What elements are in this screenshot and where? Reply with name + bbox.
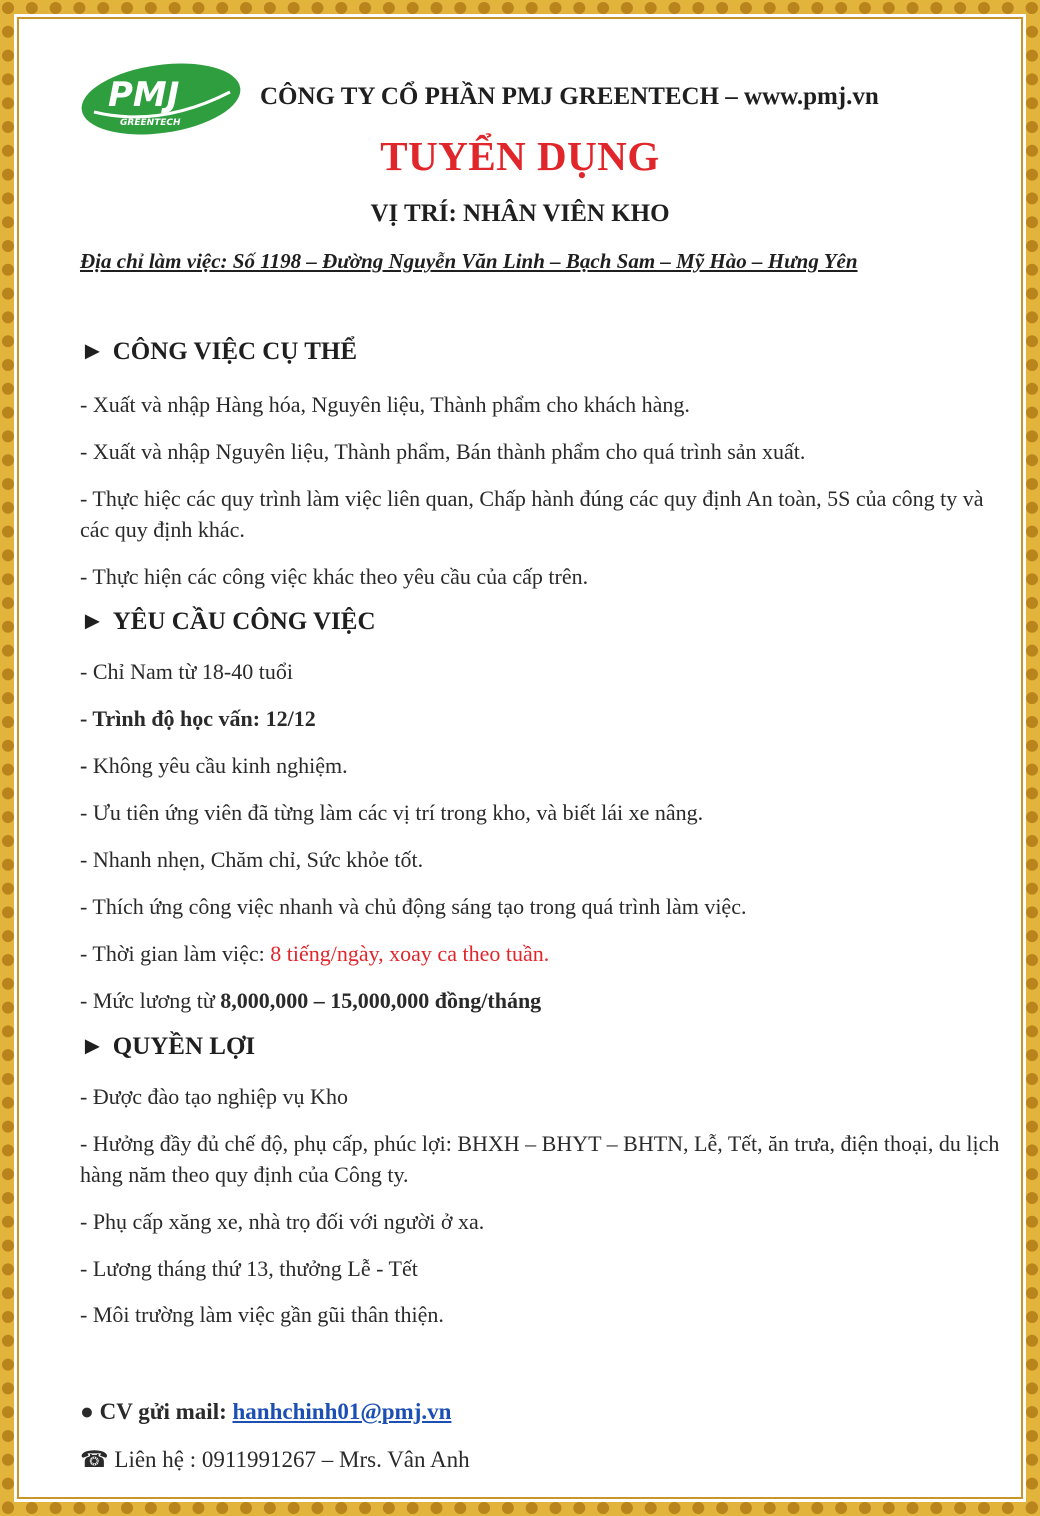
section-heading-duties — [80, 338, 357, 366]
dash: - — [80, 753, 93, 778]
cv-label: CV gửi mail: — [99, 1399, 227, 1424]
worktime-label: - Thời gian làm việc: — [80, 941, 271, 966]
list-item: - Hưởng đầy đủ chế độ, phụ cấp, phúc lợi: BHXH – BHYT – BHTN, Lễ, Tết, ăn trưa, điện thoại, du lịch hàng năm theo quy định của Công ty. — [80, 1131, 1000, 1187]
section-heading-label: YÊU CẦU CÔNG VIỆC — [112, 608, 376, 635]
list-item: - Xuất và nhập Nguyên liệu, Thành phẩm, Bán thành phẩm cho quá trình sản xuất. — [80, 439, 806, 464]
bullet-icon: ● — [80, 1399, 94, 1424]
phone-text: Liên hệ : 0911991267 – Mrs. Vân Anh — [114, 1447, 470, 1472]
job-position: VỊ TRÍ: NHÂN VIÊN KHO — [370, 200, 670, 227]
list-item: - Nhanh nhẹn, Chăm chỉ, Sức khỏe tốt. — [80, 847, 424, 872]
list-item: - Thực hiện các công việc khác theo yêu cầu của cấp trên. — [80, 564, 589, 589]
list-item: - Thích ứng công việc nhanh và chủ động sáng tạo trong quá trình làm việc. — [80, 894, 747, 919]
list-item: - Môi trường làm việc gần gũi thân thiện. — [80, 1302, 444, 1327]
company-name: CÔNG TY CỔ PHẦN PMJ GREENTECH – www.pmj.vn — [260, 83, 879, 110]
list-item — [80, 750, 1005, 781]
logo-subtext: GREENTECH — [120, 118, 181, 128]
list-item: - Phụ cấp xăng xe, nhà trọ đối với người ở xa. — [80, 1209, 485, 1234]
arrow-icon: ► — [80, 338, 105, 365]
section-heading-label: QUYỀN LỢI — [112, 1033, 256, 1060]
phone-icon: ☎ — [80, 1447, 109, 1472]
list-item: - Xuất và nhập Hàng hóa, Nguyên liệu, Thành phẩm cho khách hàng. — [80, 392, 690, 417]
email-link[interactable]: hanhchinh01@pmj.vn — [232, 1399, 452, 1424]
page-title: TUYỂN DỤNG — [380, 133, 660, 179]
work-address: Địa chỉ làm việc: Số 1198 – Đường Nguyễn Văn Linh – Bạch Sam – Mỹ Hào – Hưng Yên — [80, 249, 858, 273]
logo-text: PMJ — [108, 75, 180, 115]
section-heading-label: CÔNG VIỆC CỤ THỂ — [112, 338, 358, 365]
section-heading-benefits — [80, 1033, 255, 1061]
arrow-icon: ► — [80, 608, 105, 635]
list-item-salary — [80, 985, 1005, 1016]
list-item-text: Không yêu cầu kinh nghiệm. — [92, 753, 348, 778]
list-item: - Trình độ học vấn: 12/12 — [80, 706, 316, 731]
salary-label: - Mức lương từ — [80, 988, 221, 1013]
list-item: - Lương tháng thứ 13, thưởng Lễ - Tết — [80, 1256, 418, 1281]
list-item-worktime — [80, 938, 1005, 969]
arrow-icon: ► — [80, 1033, 105, 1060]
list-item: - Ưu tiên ứng viên đã từng làm các vị trí trong kho, và biết lái xe nâng. — [80, 800, 704, 825]
salary-value: 8,000,000 – 15,000,000 đồng/tháng — [220, 988, 542, 1013]
list-item: - Chỉ Nam từ 18-40 tuổi — [80, 659, 293, 684]
phone-line — [80, 1444, 1005, 1475]
cv-email-line — [80, 1396, 1005, 1427]
list-item: - Thực hiệc các quy trình làm việc liên quan, Chấp hành đúng các quy định An toàn, 5S của công ty và các quy định khác. — [80, 486, 984, 542]
list-item: - Được đào tạo nghiệp vụ Kho — [80, 1084, 348, 1109]
worktime-value: 8 tiếng/ngày, xoay ca theo tuần. — [270, 941, 550, 966]
section-heading-requirements — [80, 608, 376, 636]
pmj-logo — [80, 62, 242, 136]
